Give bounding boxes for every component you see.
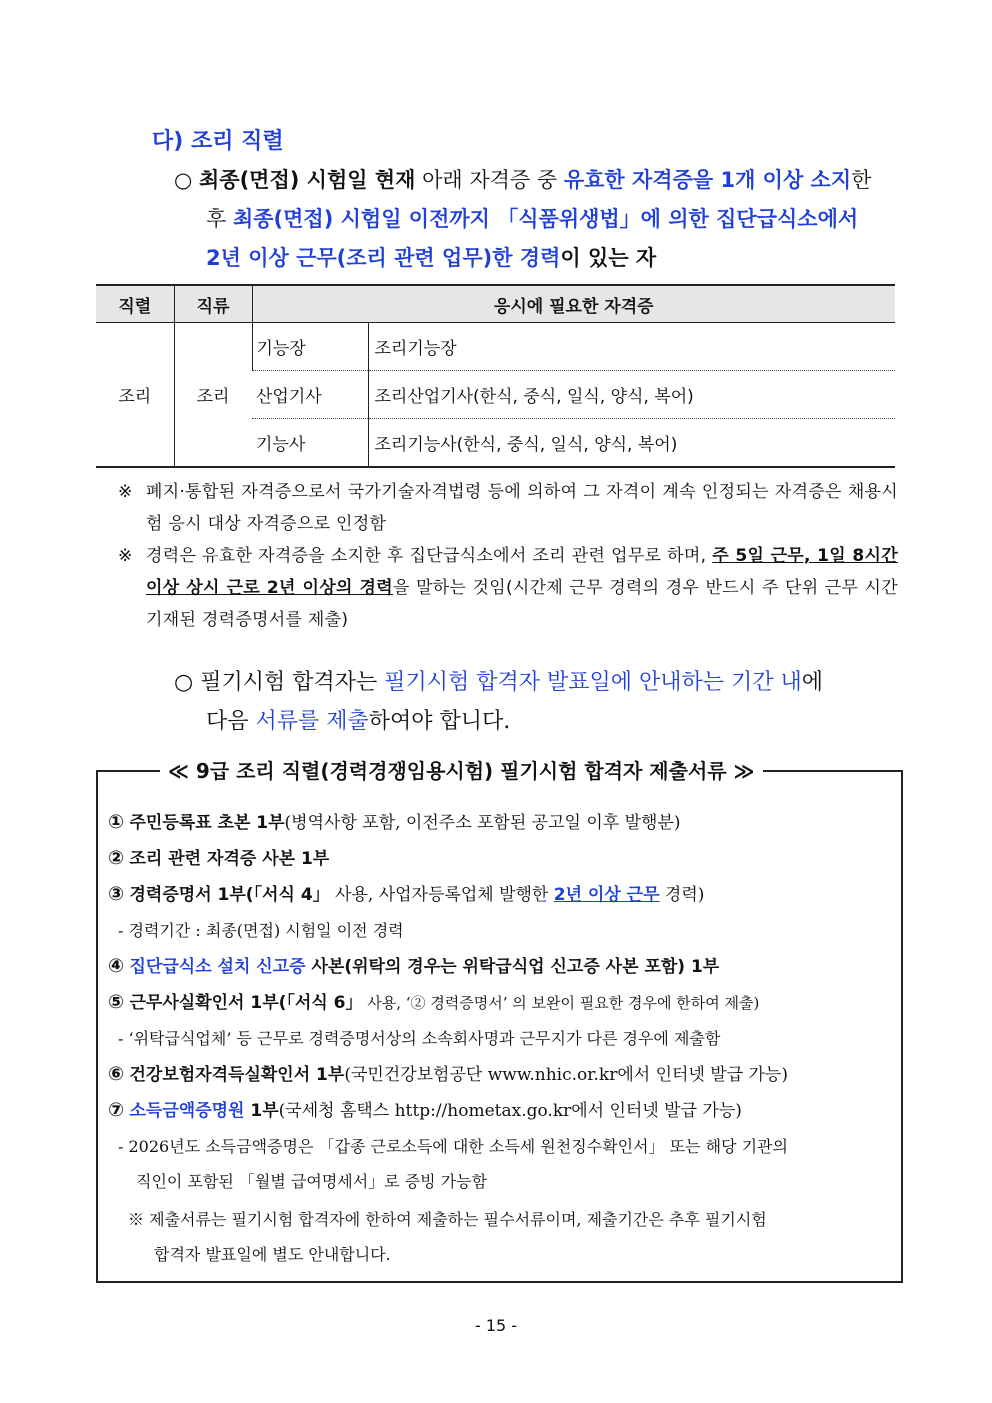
item-highlight: 집단급식소 설치 신고증: [129, 957, 306, 977]
box-note-text: 제출서류는 필기시험 합격자에 한하여 제출하는 필수서류이며, 제출기간은 추후 필기시험: [149, 1210, 767, 1229]
item-form: (「서식 6」: [278, 993, 363, 1013]
qualification-table: [96, 284, 895, 468]
table-header: 응시에 필요한 자격증: [252, 285, 895, 323]
table-row: [96, 323, 895, 371]
item-desc: 사용, ‘② 경력증명서’ 의 보완이 필요한 경우에 한하여 제출): [362, 994, 760, 1012]
req-highlight: 2년 이상 근무(조리 관련 업무)한 경력: [206, 246, 561, 270]
doc-item-5: [108, 988, 759, 1013]
item-title: 사본(위탁의 경우는 위탁급식업 신고증 사본 포함) 1부: [305, 957, 720, 977]
item-desc: (국세청 홈택스 http://hometax.go.kr에서 인터넷 발급 가능): [278, 1101, 742, 1121]
item-title: 근무사실확인서 1부: [129, 993, 279, 1013]
sub-highlight: 필기시험 합격자 발표일에 안내하는 기간 내: [384, 670, 802, 695]
sub-text: 필기시험 합격자는: [200, 670, 385, 695]
doc-item-3: [108, 880, 704, 905]
note-text: 폐지·통합된 자격증으로서 국가기술자격법령 등에 의하여 그 자격이 계속 인정되는 자격증은 채용시험 응시 대상 자격증으로 인정함: [146, 482, 898, 534]
doc-item-7-detail-2: 직인이 포함된 「월별 급여명세서」로 증빙 가능함: [136, 1172, 488, 1191]
note-text-a: 경력은 유효한 자격증을 소지한 후 집단급식소에서 조리 관련 업무로 하며,: [146, 546, 713, 566]
doc-item-3-detail: - 경력기간 : 최종(면접) 시험일 이전 경력: [118, 921, 404, 940]
item-desc: (병역사항 포함, 이전주소 포함된 공고일 이후 발행분): [284, 813, 681, 833]
page-number: - 15 -: [474, 1316, 518, 1335]
note-1: [118, 476, 898, 540]
item-title: 1부: [244, 1101, 279, 1121]
doc-item-7-detail-1: - 2026년도 소득금액증명은 「갑종 근로소득에 대한 소득세 원천징수확인서」 또는 해당 기관의: [118, 1137, 788, 1156]
req-highlight: 최종(면접) 시험일 이전까지 「식품위생법」에 의한 집단급식소에서: [232, 207, 859, 231]
item-title: 건강보험자격득실확인서 1부: [129, 1065, 345, 1085]
cert-cell: 조리기능사(한식, 중식, 일식, 양식, 복어): [368, 419, 895, 468]
req-emphasis: 최종(면접) 시험일 현재: [199, 168, 416, 192]
note-mark: ※: [128, 1210, 145, 1229]
item-highlight: 소득금액증명원: [129, 1101, 245, 1121]
item-number: ④: [108, 955, 125, 977]
grade-cell: 기능장: [252, 323, 368, 371]
note-2: [118, 540, 898, 636]
note-text-c: 을 말하는 것임(시간제 근무 경력의 경우 반드시 주 단위 근무 시간 기재된 경력증명서를 제출): [146, 578, 898, 630]
req-text: 아래 자격증 중: [415, 168, 564, 192]
grade-cell: 산업기사: [252, 371, 368, 419]
requirement-line-3: [206, 238, 656, 278]
doc-item-7: [108, 1096, 742, 1121]
note-mark: ※: [118, 482, 133, 502]
doc-item-4: [108, 952, 719, 977]
cert-cell: 조리산업기사(한식, 중식, 일식, 양식, 복어): [368, 371, 895, 419]
item-form: (「서식 4」: [245, 885, 330, 905]
item-number: ⑤: [108, 991, 125, 1013]
req-highlight: 유효한 자격증을 1개 이상 소지: [563, 168, 852, 192]
item-number: ①: [108, 811, 125, 833]
doc-item-5-detail: - ‘위탁급식업체’ 등 근무로 경력증명서상의 소속회사명과 근무지가 다른 경우에 제출함: [118, 1029, 721, 1048]
item-number: ③: [108, 883, 125, 905]
sub-text: 에: [801, 670, 823, 695]
req-emphasis: 이 있는 자: [560, 246, 657, 270]
note-mark: ※: [118, 546, 133, 566]
series-cell: 조리: [96, 323, 174, 468]
class-cell: 조리: [174, 323, 252, 468]
item-number: ②: [108, 847, 125, 869]
item-title: 경력증명서 1부: [129, 885, 246, 905]
note-text: [146, 540, 898, 636]
requirement-line-2: [206, 199, 858, 239]
table-header: 직류: [174, 285, 252, 323]
requirement-line-1: [174, 160, 871, 200]
item-number: ⑥: [108, 1063, 125, 1085]
bullet: ○: [174, 168, 193, 192]
note-highlight: 주 5일 근무, 1일 8시간 이상 상시 근로 2년 이상의 경력: [146, 546, 898, 598]
sub-text: 하여야 합니다.: [368, 709, 511, 734]
item-desc: 경력): [659, 885, 705, 905]
item-desc: 사용, 사업자등록업체 발행한: [329, 885, 554, 905]
doc-item-2: [108, 844, 329, 869]
submission-line-1: [174, 663, 823, 703]
item-title: 조리 관련 자격증 사본 1부: [129, 849, 330, 869]
section-title: 다) 조리 직렬: [152, 129, 284, 154]
item-desc: (국민건강보험공단 www.nhic.or.kr에서 인터넷 발급 가능): [344, 1065, 788, 1085]
item-title: 주민등록표 초본 1부: [129, 813, 285, 833]
box-note-line-1: [128, 1207, 767, 1230]
req-text: 후: [206, 207, 233, 231]
sub-highlight: 서류를 제출: [255, 709, 369, 734]
table-header-row: [96, 285, 895, 323]
submission-line-2: [206, 702, 510, 742]
table-header: 직렬: [96, 285, 174, 323]
req-text: 한: [851, 168, 872, 192]
bullet: ○: [174, 670, 194, 695]
sub-text: 다음: [206, 709, 256, 734]
doc-item-6: [108, 1060, 788, 1085]
cert-cell: 조리기능장: [368, 323, 895, 371]
documents-box-title: ≪ 9급 조리 직렬(경력경쟁임용시험) 필기시험 합격자 제출서류 ≫: [160, 755, 763, 784]
item-number: ⑦: [108, 1099, 125, 1121]
grade-cell: 기능사: [252, 419, 368, 468]
item-highlight: 2년 이상 근무: [553, 885, 660, 905]
box-note-line-2: 합격자 발표일에 별도 안내합니다.: [154, 1245, 391, 1264]
doc-item-1: [108, 808, 681, 833]
